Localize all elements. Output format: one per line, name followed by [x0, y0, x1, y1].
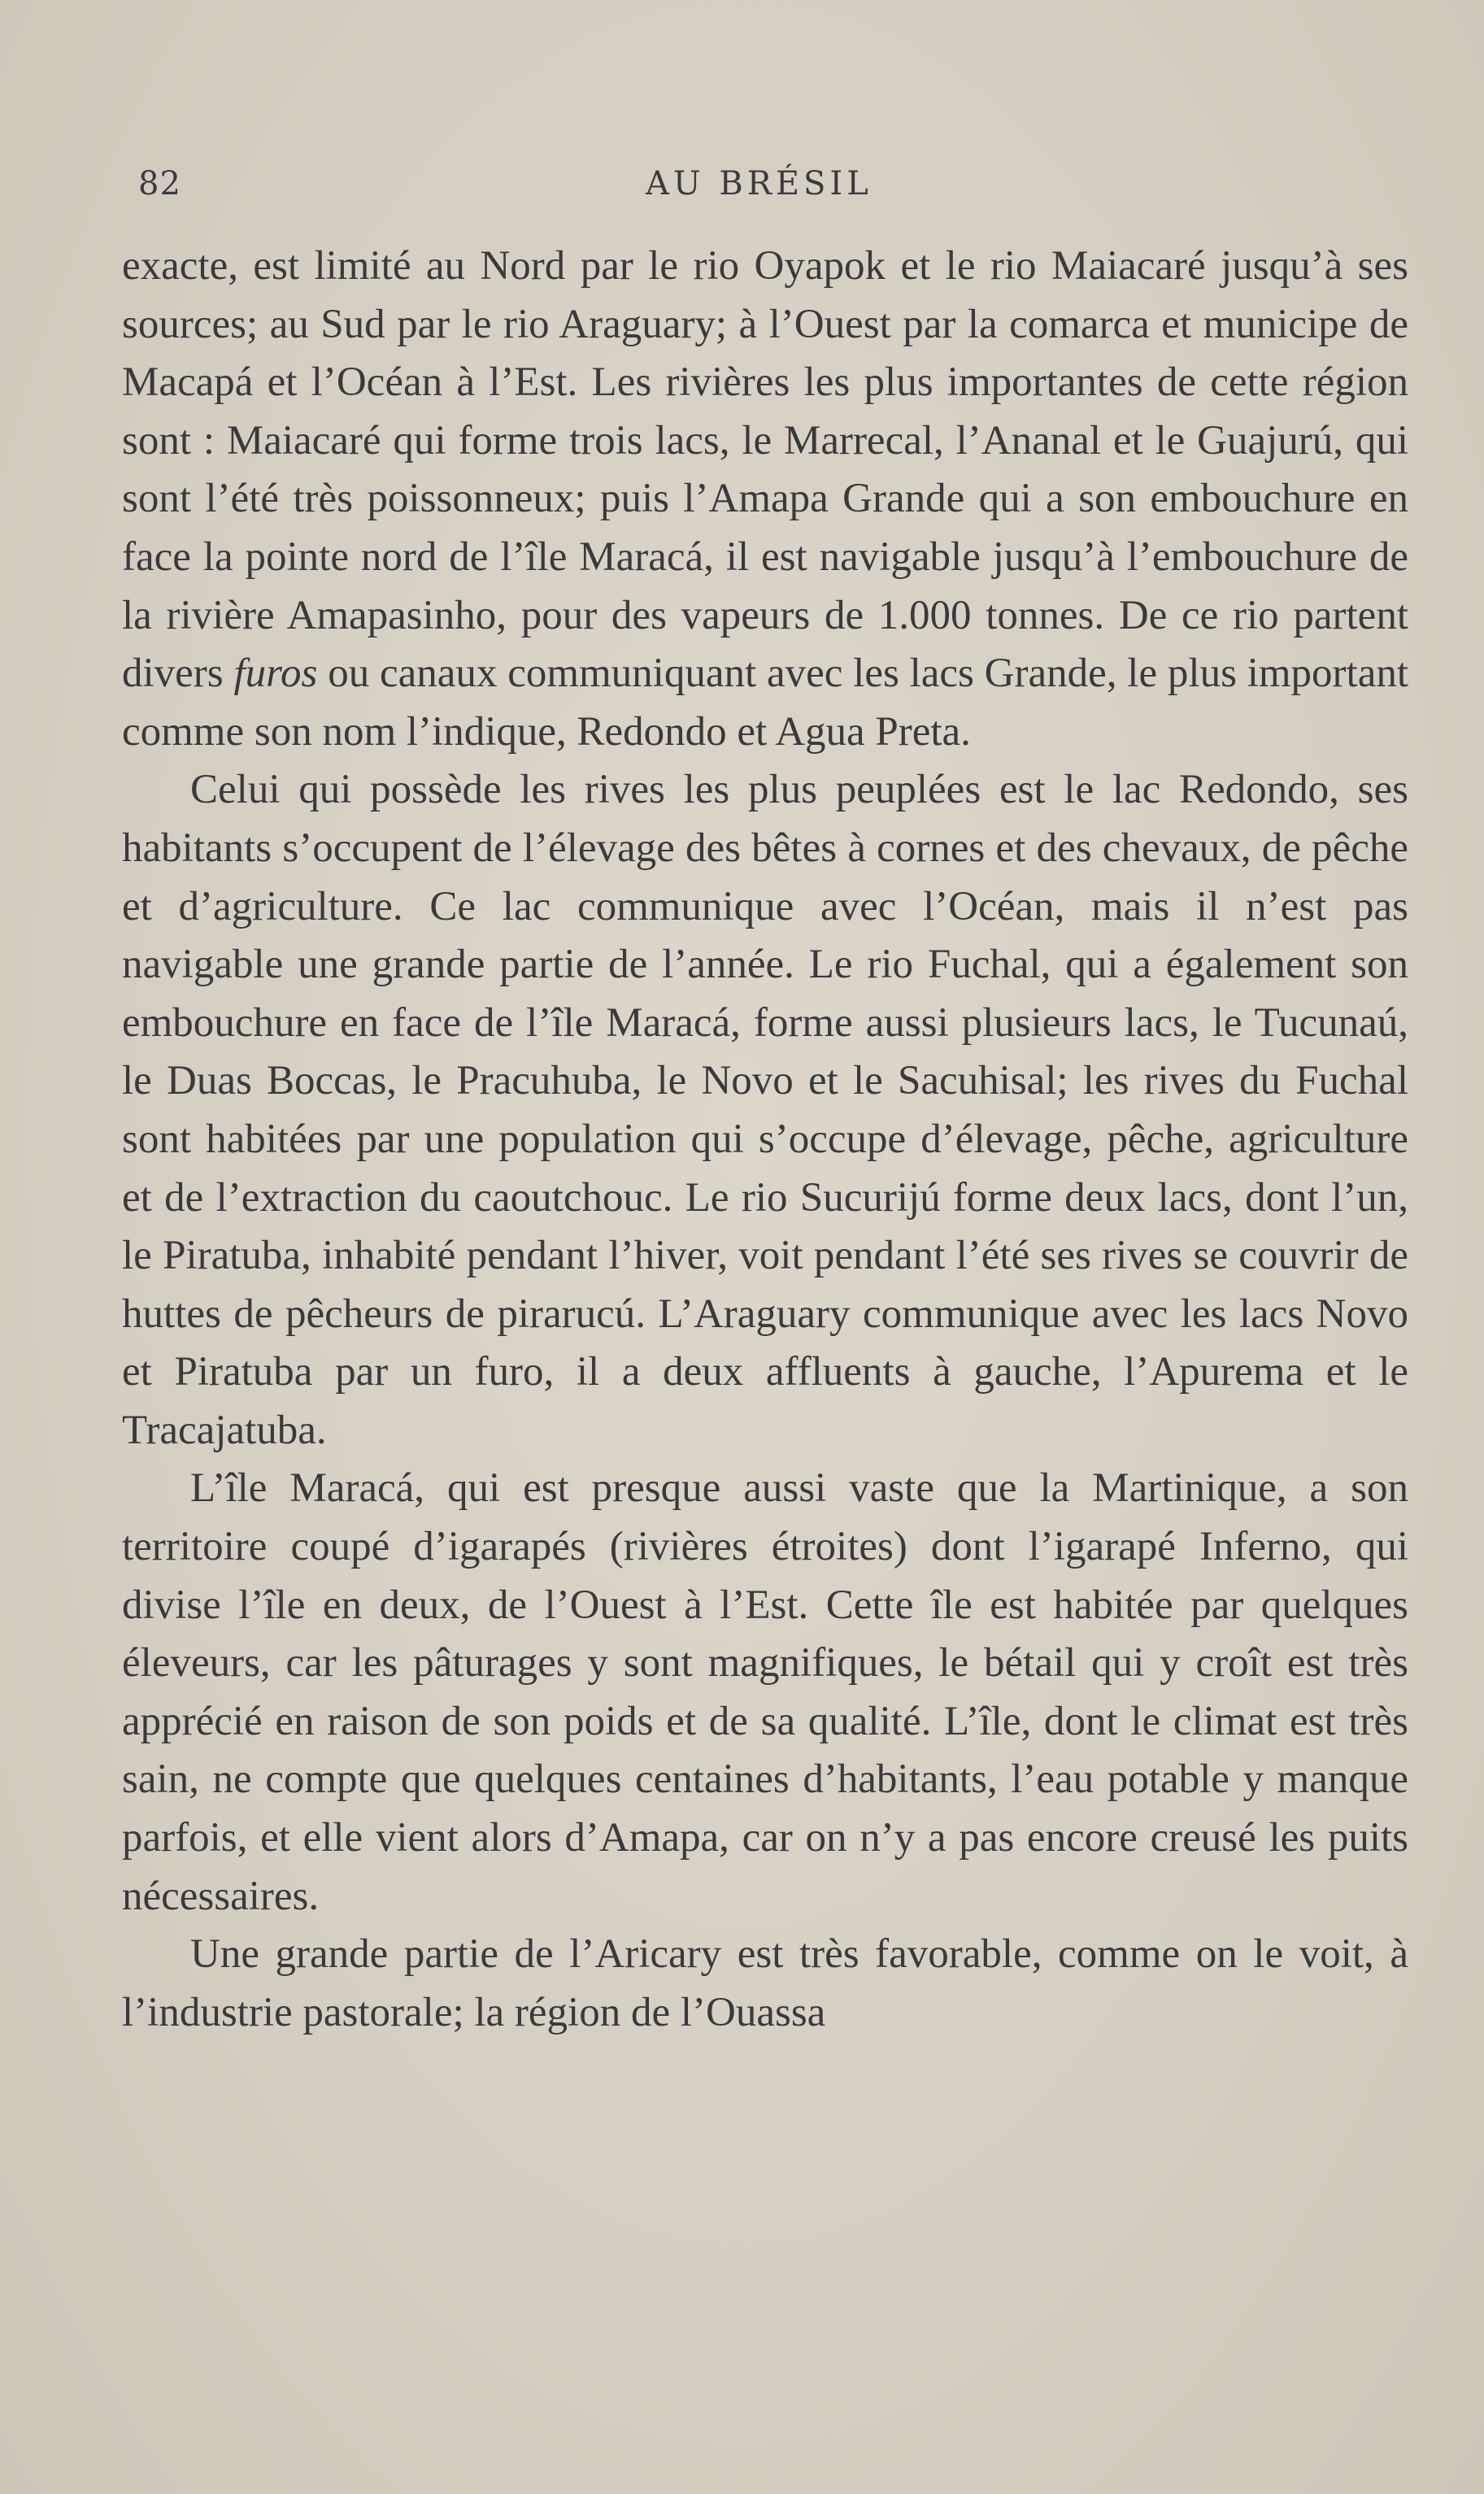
- running-title: AU BRÉSIL: [646, 165, 873, 202]
- paragraph-1-text-b: ou canaux communiquant avec les lacs Grande, le plus important comme son nom l’indique, Redondo et Agua Preta.: [122, 651, 1408, 755]
- page-header: [138, 165, 1407, 214]
- italic-word-furos: furos: [233, 651, 318, 697]
- paragraph-1: [122, 237, 1408, 761]
- paragraph-3: L’île Maracá, qui est presque aussi vaste que la Martinique, a son territoire coupé d’igarapés (rivières étroites) dont l’igarapé Inferno, qui divise l’île en deux, de l’Ouest à l’Est. Cette île est habitée par quelques éleveurs, car les pâturages y sont magnifiques, le bétail qui y croît est très apprécié en raison de son poids et de sa qualité. L’île, dont le climat est très sain, ne compte que quelques centaines d’habitants, l’eau potable y manque parfois, et elle vient alors d’Amapa, car on n’y a pas encore creusé les puits nécessaires.: [122, 1465, 1408, 1919]
- page-number: 82: [138, 165, 181, 202]
- paragraph-2: Celui qui possède les rives les plus peuplées est le lac Redondo, ses habitants s’occupent de l’élevage des bêtes à cornes et des chevaux, de pêche et d’agriculture. Ce lac communique avec l’Océan, mais il n’est pas navigable une grande partie de l’année. Le rio Fuchal, qui a également son embouchure en face de l’île Maracá, forme aussi plusieurs lacs, le Tucunaú, le Duas Boccas, le Pracuhuba, le Novo et le Sacuhisal; les rives du Fuchal sont habitées par une population qui s’occupe d’élevage, pêche, agriculture et de l’extraction du caoutchouc. Le rio Sucurijú forme deux lacs, dont l’un, le Piratuba, inhabité pendant l’hiver, voit pendant l’été ses rives se couvrir de huttes de pêcheurs de pirarucú. L’Araguary communique avec les lacs Novo et Piratuba par un furo, il a deux affluents à gauche, l’Apurema et le Tracajatuba.: [122, 767, 1408, 1453]
- text-body: [122, 237, 1408, 2042]
- paragraph-1-text-a: exacte, est limité au Nord par le rio Oyapok et le rio Maiacaré jusqu’à ses sources; au Sud par le rio Araguary; à l’Ouest par la comarca et municipe de Macapá et l’Océan à l’Est. Les rivières les plus importantes de cette région sont : Maiacaré qui forme trois lacs, le Marrecal, l’Ananal et le Guajurú, qui sont l’été très poissonneux; puis l’Amapa Grande qui a son embouchure en face la pointe nord de l’île Maracá, il est navigable jusqu’à l’embouchure de la rivière Amapasinho, pour des vapeurs de 1.000 tonnes. De ce rio partent divers: [122, 243, 1408, 697]
- paragraph-4: Une grande partie de l’Aricary est très favorable, comme on le voit, à l’industrie pastorale; la région de l’Ouassa: [122, 1931, 1408, 2035]
